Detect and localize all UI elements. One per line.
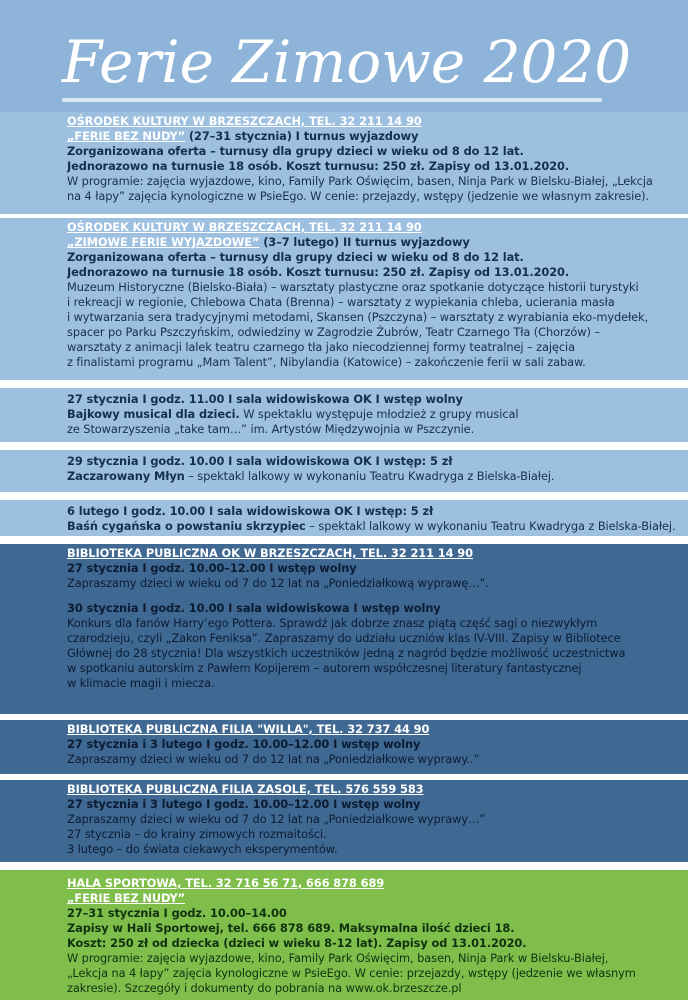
event-heading: 6 lutego I godz. 10.00 I sala widowiskowa OK I wstęp: 5 zł xyxy=(67,504,434,518)
description-line: Zapraszamy dzieci w wieku od 7 do 12 lat na „Poniedziałkowe wyprawy..” xyxy=(67,752,480,766)
description-line: Zapraszamy dzieci w wieku od 7 do 12 lat na „Poniedziałkowe wyprawy…” xyxy=(67,812,486,826)
description-line: spacer po Parku Pszczyńskim, odwiedziny w Zagrodzie Żubrów, Teatr Czarnego Tła (Chorzów) – xyxy=(67,325,600,339)
description-line: z finalistami programu „Mam Talent”, Nibylandia (Katowice) – zakończenie ferii w sali zabaw. xyxy=(67,355,586,369)
event-description: – spektakl lalkowy w wykonaniu Teatru Kwadryga z Bielska-Białej. xyxy=(184,469,555,483)
description-line: Zapraszamy dzieci w wieku od 7 do 12 lat na „Poniedziałkową wyprawę…”. xyxy=(67,576,489,590)
description-line: zakresie). Szczegóły i dokumenty do pobrania na www.ok.brzeszcze.pl xyxy=(67,981,462,995)
event-name: Bajkowy musical dla dzieci. xyxy=(67,407,240,421)
description-line: i rekreacji w regionie, Chlebowa Chata (Brenna) – warsztaty z wypiekania chleba, ucierania masła xyxy=(67,295,615,309)
description-line: czarodzieju, czyli „Zakon Feniksa”. Zapraszamy do udziału uczniów klas IV-VIII. Zapisy w Bibliotece xyxy=(67,631,621,645)
description-line xyxy=(67,469,677,484)
section-basn-cyganska xyxy=(0,500,688,536)
divider xyxy=(0,536,688,544)
event-heading: 30 stycznia I godz. 10.00 I sala widowiskowa I wstęp wolny xyxy=(67,601,441,615)
description-line: Głównej do 28 stycznia! Dla wszystkich uczestników jedną z nagród będzie możliwość uczestnictwa xyxy=(67,646,626,660)
info-line: Zorganizowana oferta – turnusy dla grupy dzieci w wieku od 8 do 12 lat. xyxy=(67,144,524,158)
event-dates: (3–7 lutego) II turnus wyjazdowy xyxy=(259,235,470,249)
spacer xyxy=(67,591,677,601)
section-hala-sportowa xyxy=(0,870,688,1000)
event-heading: 27 stycznia i 3 lutego I godz. 10.00–12.00 I wstęp wolny xyxy=(67,737,421,751)
info-line: Zapisy w Hali Sportowej, tel. 666 878 689. Maksymalna ilość dzieci 18. xyxy=(67,921,515,935)
section-header: BIBLIOTEKA PUBLICZNA OK W BRZESZCZACH, TEL. 32 211 14 90 xyxy=(67,546,473,560)
page-title: Ferie Zimowe 2020 xyxy=(62,28,632,96)
description-line: W programie: zajęcia wyjazdowe, kino, Family Park Oświęcim, basen, Ninja Park w Bielsku-Białej, „Lekcja xyxy=(67,174,653,188)
event-heading: 27 stycznia I godz. 11.00 I sala widowiskowa OK I wstęp wolny xyxy=(67,392,463,406)
section-header: OŚRODEK KULTURY W BRZESZCZACH, TEL. 32 211 14 90 xyxy=(67,114,422,128)
section-zaczarowany-mlyn xyxy=(0,450,688,492)
info-line: Koszt: 250 zł od dziecka (dzieci w wieku 8-12 lat). Zapisy od 13.01.2020. xyxy=(67,936,527,950)
section-header: HALA SPORTOWA, TEL. 32 716 56 71, 666 878 689 xyxy=(67,876,385,890)
description-line xyxy=(67,519,677,534)
event-heading: 27 stycznia i 3 lutego I godz. 10.00–12.00 I wstęp wolny xyxy=(67,797,421,811)
section-ok-zimowe-ferie-wyjazdowe xyxy=(0,218,688,380)
section-header: BIBLIOTEKA PUBLICZNA FILIA "WILLA", TEL. 32 737 44 90 xyxy=(67,722,430,736)
divider xyxy=(0,492,688,500)
section-biblioteka-zasole xyxy=(0,780,688,862)
description-line: na 4 łapy” zajęcia kynologiczne w PsieEgo. W cenie: przejazdy, wstępy (jedzenie we własnym zakresie). xyxy=(67,189,650,203)
event-name: „ZIMOWE FERIE WYJAZDOWE” xyxy=(67,235,260,249)
section-header: OŚRODEK KULTURY W BRZESZCZACH, TEL. 32 211 14 90 xyxy=(67,220,422,234)
event-name: „FERIE BEZ NUDY” xyxy=(67,129,186,143)
info-line: Jednorazowo na turnusie 18 osób. Koszt turnusu: 250 zł. Zapisy od 13.01.2020. xyxy=(67,265,570,279)
description-line: i wytwarzania sera tradycyjnymi metodami, Skansen (Pszczyna) – warsztaty z wyrabiania eko-mydełek, xyxy=(67,310,649,324)
description-line xyxy=(67,407,677,422)
description-line: W programie: zajęcia wyjazdowe, kino, Family Park Oświęcim, basen, Ninja Park w Bielsku-Białej, xyxy=(67,951,609,965)
event-dates: (27–31 stycznia) I turnus wyjazdowy xyxy=(185,129,419,143)
event-description: W spektaklu występuje młodzież z grupy musical xyxy=(239,407,519,421)
divider xyxy=(0,862,688,870)
section-header: BIBLIOTEKA PUBLICZNA FILIA ZASOLE, TEL. 576 559 583 xyxy=(67,782,424,796)
section-biblioteka-ok xyxy=(0,544,688,714)
event-heading: 27 stycznia I godz. 10.00–12.00 I wstęp wolny xyxy=(67,561,357,575)
section-bajkowy-musical xyxy=(0,388,688,442)
event-title-line xyxy=(67,129,677,144)
description-line: w spotkaniu autorskim z Pawłem Kopijerem – autorem współczesnej literatury fantastycznej xyxy=(67,661,582,675)
description-line: Konkurs dla fanów Harry’ego Pottera. Sprawdź jak dobrze znasz piątą część sagi o niezwykłym xyxy=(67,616,598,630)
section-biblioteka-willa xyxy=(0,720,688,774)
description-line: Muzeum Historyczne (Bielsko-Biała) – warsztaty plastyczne oraz spotkanie dotyczące historii turystyki xyxy=(67,280,639,294)
description-line: 3 lutego – do świata ciekawych eksperymentów. xyxy=(67,842,338,856)
description-line: warsztaty z animacji lalek teatru czarnego tła jako niecodziennej formy teatralnej – zajęcia xyxy=(67,340,575,354)
description-line: ze Stowarzyszenia „take tam…” im. Artystów Międzywojnia w Pszczynie. xyxy=(67,422,475,436)
event-description: – spektakl lalkowy w wykonaniu Teatru Kwadryga z Bielska-Białej. xyxy=(305,519,676,533)
description-line: „Lekcja na 4 łapy” zajęcia kynologiczne w PsieEgo. W cenie: przejazdy, wstępy (jedzenie we własnym xyxy=(67,966,636,980)
info-line: Zorganizowana oferta – turnusy dla grupy dzieci w wieku od 8 do 12 lat. xyxy=(67,250,524,264)
section-ok-ferie-bez-nudy xyxy=(0,112,688,214)
event-title-line xyxy=(67,235,677,250)
event-name: Baśń cygańska o powstaniu skrzypiec xyxy=(67,519,306,533)
event-name: Zaczarowany Młyn xyxy=(67,469,185,483)
info-line: 27–31 stycznia I godz. 10.00–14.00 xyxy=(67,906,287,920)
description-line: w klimacie magii i miecza. xyxy=(67,676,215,690)
description-line: 27 stycznia – do krainy zimowych rozmaitości. xyxy=(67,827,327,841)
title-underline xyxy=(62,98,602,102)
event-heading: 29 stycznia I godz. 10.00 I sala widowiskowa OK I wstęp: 5 zł xyxy=(67,454,453,468)
divider xyxy=(0,442,688,450)
info-line: Jednorazowo na turnusie 18 osób. Koszt turnusu: 250 zł. Zapisy od 13.01.2020. xyxy=(67,159,570,173)
event-name: „FERIE BEZ NUDY” xyxy=(67,891,186,905)
divider xyxy=(0,380,688,388)
